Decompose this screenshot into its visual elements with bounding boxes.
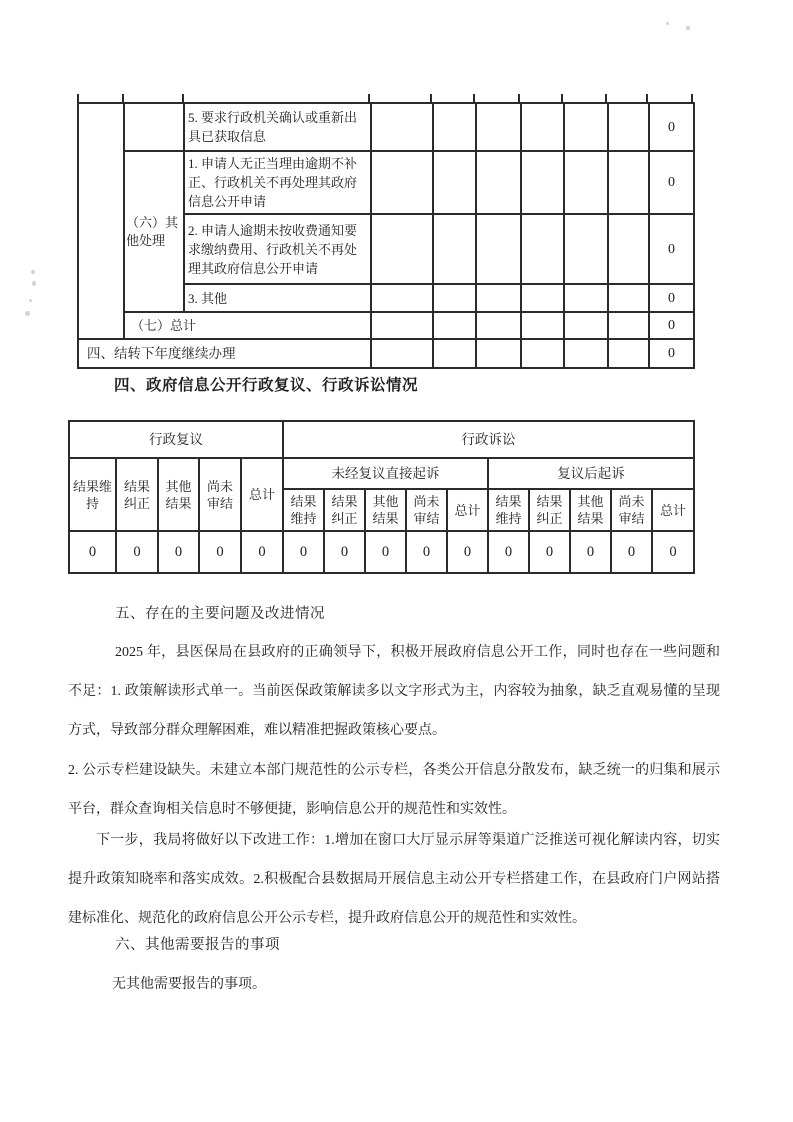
value-cell: 0: [488, 531, 529, 573]
empty-cell: [371, 339, 433, 368]
section-six-heading: 六、其他需要报告的事项: [115, 937, 280, 953]
empty-cell: [433, 103, 476, 151]
column-header: 总计: [447, 489, 488, 531]
table-row: [78, 339, 694, 368]
empty-cell: [564, 339, 608, 368]
empty-cell: [521, 339, 564, 368]
empty-cell: [521, 103, 564, 151]
table-cut-stub: [77, 94, 79, 102]
empty-cell: [476, 103, 521, 151]
value-cell: 0: [324, 531, 365, 573]
item-text-cell: 3. 其他: [184, 284, 371, 312]
lawsuit-group-header: 行政诉讼: [283, 421, 694, 458]
scan-artifact: [29, 299, 32, 302]
column-header: 其他结果: [570, 489, 611, 531]
value-cell: 0: [69, 531, 116, 573]
table-cut-stub: [368, 94, 370, 102]
problems-paragraph-2: 2. 公示专栏建设缺失。未建立本部门规范性的公示专栏，各类公开信息分散发布，缺乏统一的归集和展示平台，群众查询相关信息时不够便捷，影响信息公开的规范性和实效性。: [68, 763, 720, 817]
table-header-row: [69, 421, 694, 458]
column-header: 结果纠正: [529, 489, 570, 531]
value-cell: 0: [116, 531, 158, 573]
value-cell: 0: [570, 531, 611, 573]
scan-artifact: [666, 22, 669, 25]
table-cut-stub: [473, 94, 475, 102]
table-cut-stub: [122, 94, 124, 102]
table-cut-stub: [691, 94, 693, 102]
empty-cell: [521, 312, 564, 339]
table-cut-stub: [561, 94, 563, 102]
empty-cell: [433, 151, 476, 214]
table-cut-stub: [430, 94, 432, 102]
empty-cell: [608, 214, 649, 284]
empty-cell: [433, 214, 476, 284]
section-seven-label-cell: （七）总计: [124, 312, 371, 339]
column-header: 尚未审结: [611, 489, 652, 531]
empty-cell: [564, 103, 608, 151]
value-cell: 0: [241, 531, 283, 573]
empty-cell: [476, 151, 521, 214]
column-header: 结果维持: [283, 489, 324, 531]
empty-cell: [476, 284, 521, 312]
total-value-cell: 0: [649, 312, 694, 339]
value-cell: 0: [529, 531, 570, 573]
column-header: 结果维持: [488, 489, 529, 531]
section-four-heading: 四、政府信息公开行政复议、行政诉讼情况: [114, 377, 419, 394]
empty-cell: [433, 312, 476, 339]
empty-cell: [564, 284, 608, 312]
total-value-cell: 0: [649, 339, 694, 368]
problems-paragraph-1: 2025 年，县医保局在县政府的正确领导下，积极开展政府信息公开工作，同时也存在一些问题和不足：1. 政策解读形式单一。当前医保政策解读多以文字形式为主，内容较为抽象，缺乏直观易懂的呈现方式，导致部分群众理解困难，难以精准把握政策核心要点。: [68, 645, 720, 738]
empty-cell: [521, 151, 564, 214]
item-text-cell: 5. 要求行政机关确认或重新出具已获取信息: [184, 103, 371, 151]
empty-cell: [608, 312, 649, 339]
section-label-continuation-cell: [124, 103, 184, 151]
scan-artifact: [686, 26, 690, 30]
empty-cell: [433, 284, 476, 312]
section-five-heading: 五、存在的主要问题及改进情况: [115, 606, 325, 622]
empty-cell: [608, 339, 649, 368]
value-cell: 0: [283, 531, 324, 573]
empty-cell: [433, 339, 476, 368]
carryover-label-cell: 四、结转下年度继续办理: [78, 339, 371, 368]
left-spanner-cell: [78, 103, 124, 339]
empty-cell: [371, 284, 433, 312]
empty-cell: [476, 312, 521, 339]
empty-cell: [371, 312, 433, 339]
table-row: [78, 312, 694, 339]
empty-cell: [564, 214, 608, 284]
table-cut-stub: [646, 94, 648, 102]
empty-cell: [371, 214, 433, 284]
direct-lawsuit-subgroup-header: 未经复议直接起诉: [283, 458, 488, 489]
empty-cell: [521, 214, 564, 284]
column-header: 结果维持: [69, 458, 116, 531]
review-group-header: 行政复议: [69, 421, 283, 458]
after-review-subgroup-header: 复议后起诉: [488, 458, 694, 489]
empty-cell: [371, 151, 433, 214]
empty-cell: [608, 284, 649, 312]
value-cell: 0: [652, 531, 694, 573]
total-value-cell: 0: [649, 284, 694, 312]
empty-cell: [564, 151, 608, 214]
column-header: 尚未审结: [406, 489, 447, 531]
value-cell: 0: [158, 531, 199, 573]
empty-cell: [521, 284, 564, 312]
column-header: 其他结果: [365, 489, 406, 531]
scan-artifact: [31, 270, 35, 274]
value-cell: 0: [447, 531, 488, 573]
value-cell: 0: [611, 531, 652, 573]
total-value-cell: 0: [649, 214, 694, 284]
value-cell: 0: [406, 531, 447, 573]
table-row: [78, 103, 694, 151]
table-cut-stub: [605, 94, 607, 102]
total-value-cell: 0: [649, 151, 694, 214]
value-cell: 0: [365, 531, 406, 573]
item-text-cell: 2. 申请人逾期未按收费通知要求缴纳费用、行政机关不再处理其政府信息公开申请: [184, 214, 371, 284]
scan-artifact: [25, 311, 30, 316]
column-header: 尚未审结: [199, 458, 241, 531]
empty-cell: [371, 103, 433, 151]
review-litigation-table: [68, 420, 695, 574]
table-row: [78, 151, 694, 214]
empty-cell: [476, 339, 521, 368]
column-header: 结果纠正: [324, 489, 365, 531]
total-value-cell: 0: [649, 103, 694, 151]
column-header: 其他结果: [158, 458, 199, 531]
empty-cell: [608, 103, 649, 151]
scan-artifact: [32, 281, 36, 286]
application-processing-table: [77, 102, 695, 369]
section-six-body: 无其他需要报告的事项。: [112, 977, 266, 992]
table-cut-stub: [182, 94, 184, 102]
table-cut-stub: [518, 94, 520, 102]
section-six-label-cell: （六）其他处理: [124, 151, 184, 312]
column-header: 结果纠正: [116, 458, 158, 531]
column-header: 总计: [241, 458, 283, 531]
value-cell: 0: [199, 531, 241, 573]
item-text-cell: 1. 申请人无正当理由逾期不补正、行政机关不再处理其政府信息公开申请: [184, 151, 371, 214]
empty-cell: [564, 312, 608, 339]
column-header: 总计: [652, 489, 694, 531]
table-header-row: [69, 458, 694, 489]
empty-cell: [476, 214, 521, 284]
improvement-paragraph: 下一步，我局将做好以下改进工作：1.增加在窗口大厅显示屏等渠道广泛推送可视化解读内容，切实提升政策知晓率和落实成效。2.积极配合县数据局开展信息主动公开专栏搭建工作，在县政府门户网站搭建标准化、规范化的政府信息公开公示专栏，提升政府信息公开的规范性和实效性。: [68, 833, 720, 926]
empty-cell: [608, 151, 649, 214]
table-values-row: [69, 531, 694, 573]
